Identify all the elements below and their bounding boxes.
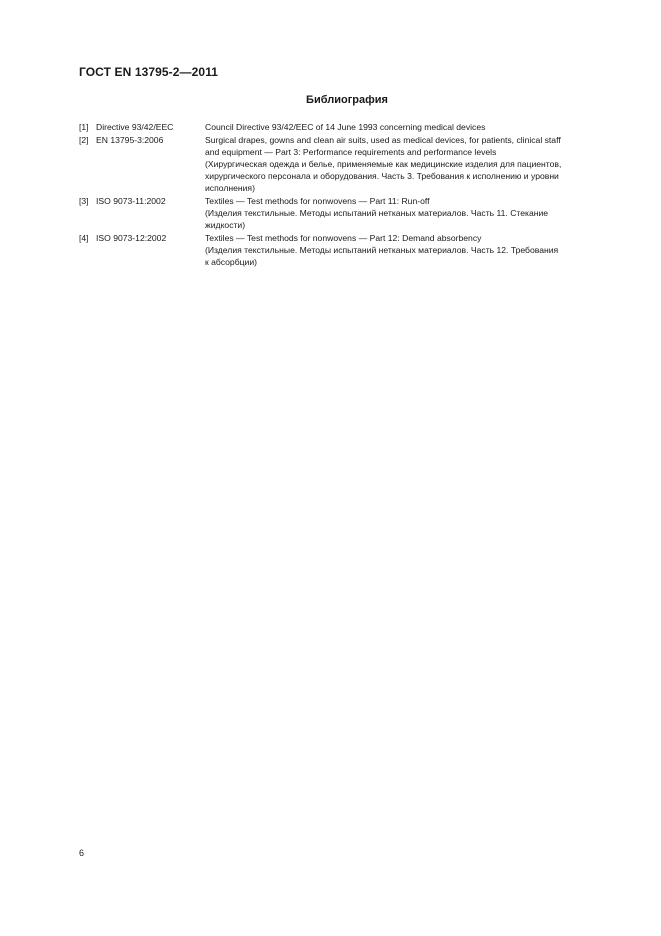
reference-code: ISO 9073-11:2002 (96, 196, 166, 206)
bibliography-entry (79, 195, 619, 231)
reference-description (205, 195, 619, 231)
bibliography-list (79, 121, 619, 269)
bibliography-title: Библиография (306, 94, 388, 106)
description-line: (Изделия текстильные. Методы испытаний нетканых материалов. Часть 12. Требования (205, 245, 559, 255)
bibliography-entry (79, 232, 619, 268)
reference-description (205, 134, 619, 194)
document-header: ГОСТ EN 13795-2—2011 (79, 65, 219, 79)
bibliography-entry (79, 134, 619, 194)
reference-code: ISO 9073-12:2002 (96, 233, 167, 243)
page-number: 6 (79, 848, 85, 858)
reference-description (205, 232, 619, 268)
reference-code: Directive 93/42/EEC (96, 122, 174, 132)
description-line: (Хирургическая одежда и белье, применяемые как медицинские изделия для пациентов, (205, 159, 562, 169)
reference-code: EN 13795-3:2006 (96, 135, 164, 145)
description-line: исполнения) (205, 183, 255, 193)
reference-number: [2] (79, 135, 89, 145)
description-line: and equipment — Part 3: Performance requirements and performance levels (205, 147, 497, 157)
description-line: жидкости) (205, 220, 246, 230)
reference-number: [4] (79, 233, 89, 243)
description-line: Council Directive 93/42/EEC of 14 June 1993 concerning medical devices (205, 122, 486, 132)
description-line: Textiles — Test methods for nonwovens — Part 11: Run-off (205, 196, 430, 206)
description-line: (Изделия текстильные. Методы испытаний нетканых материалов. Часть 11. Стекание (205, 208, 549, 218)
description-line: хирургического персонала и оборудования. Часть 3. Требования к исполнению и уровни (205, 171, 559, 181)
description-line: Surgical drapes, gowns and clean air suits, used as medical devices, for patients, clinical staff (205, 135, 561, 145)
bibliography-entry (79, 121, 619, 133)
description-line: Textiles — Test methods for nonwovens — Part 12: Demand absorbency (205, 233, 482, 243)
reference-description (205, 121, 619, 133)
reference-number: [3] (79, 196, 89, 206)
description-line: к абсорбции) (205, 257, 258, 267)
reference-number: [1] (79, 122, 89, 132)
